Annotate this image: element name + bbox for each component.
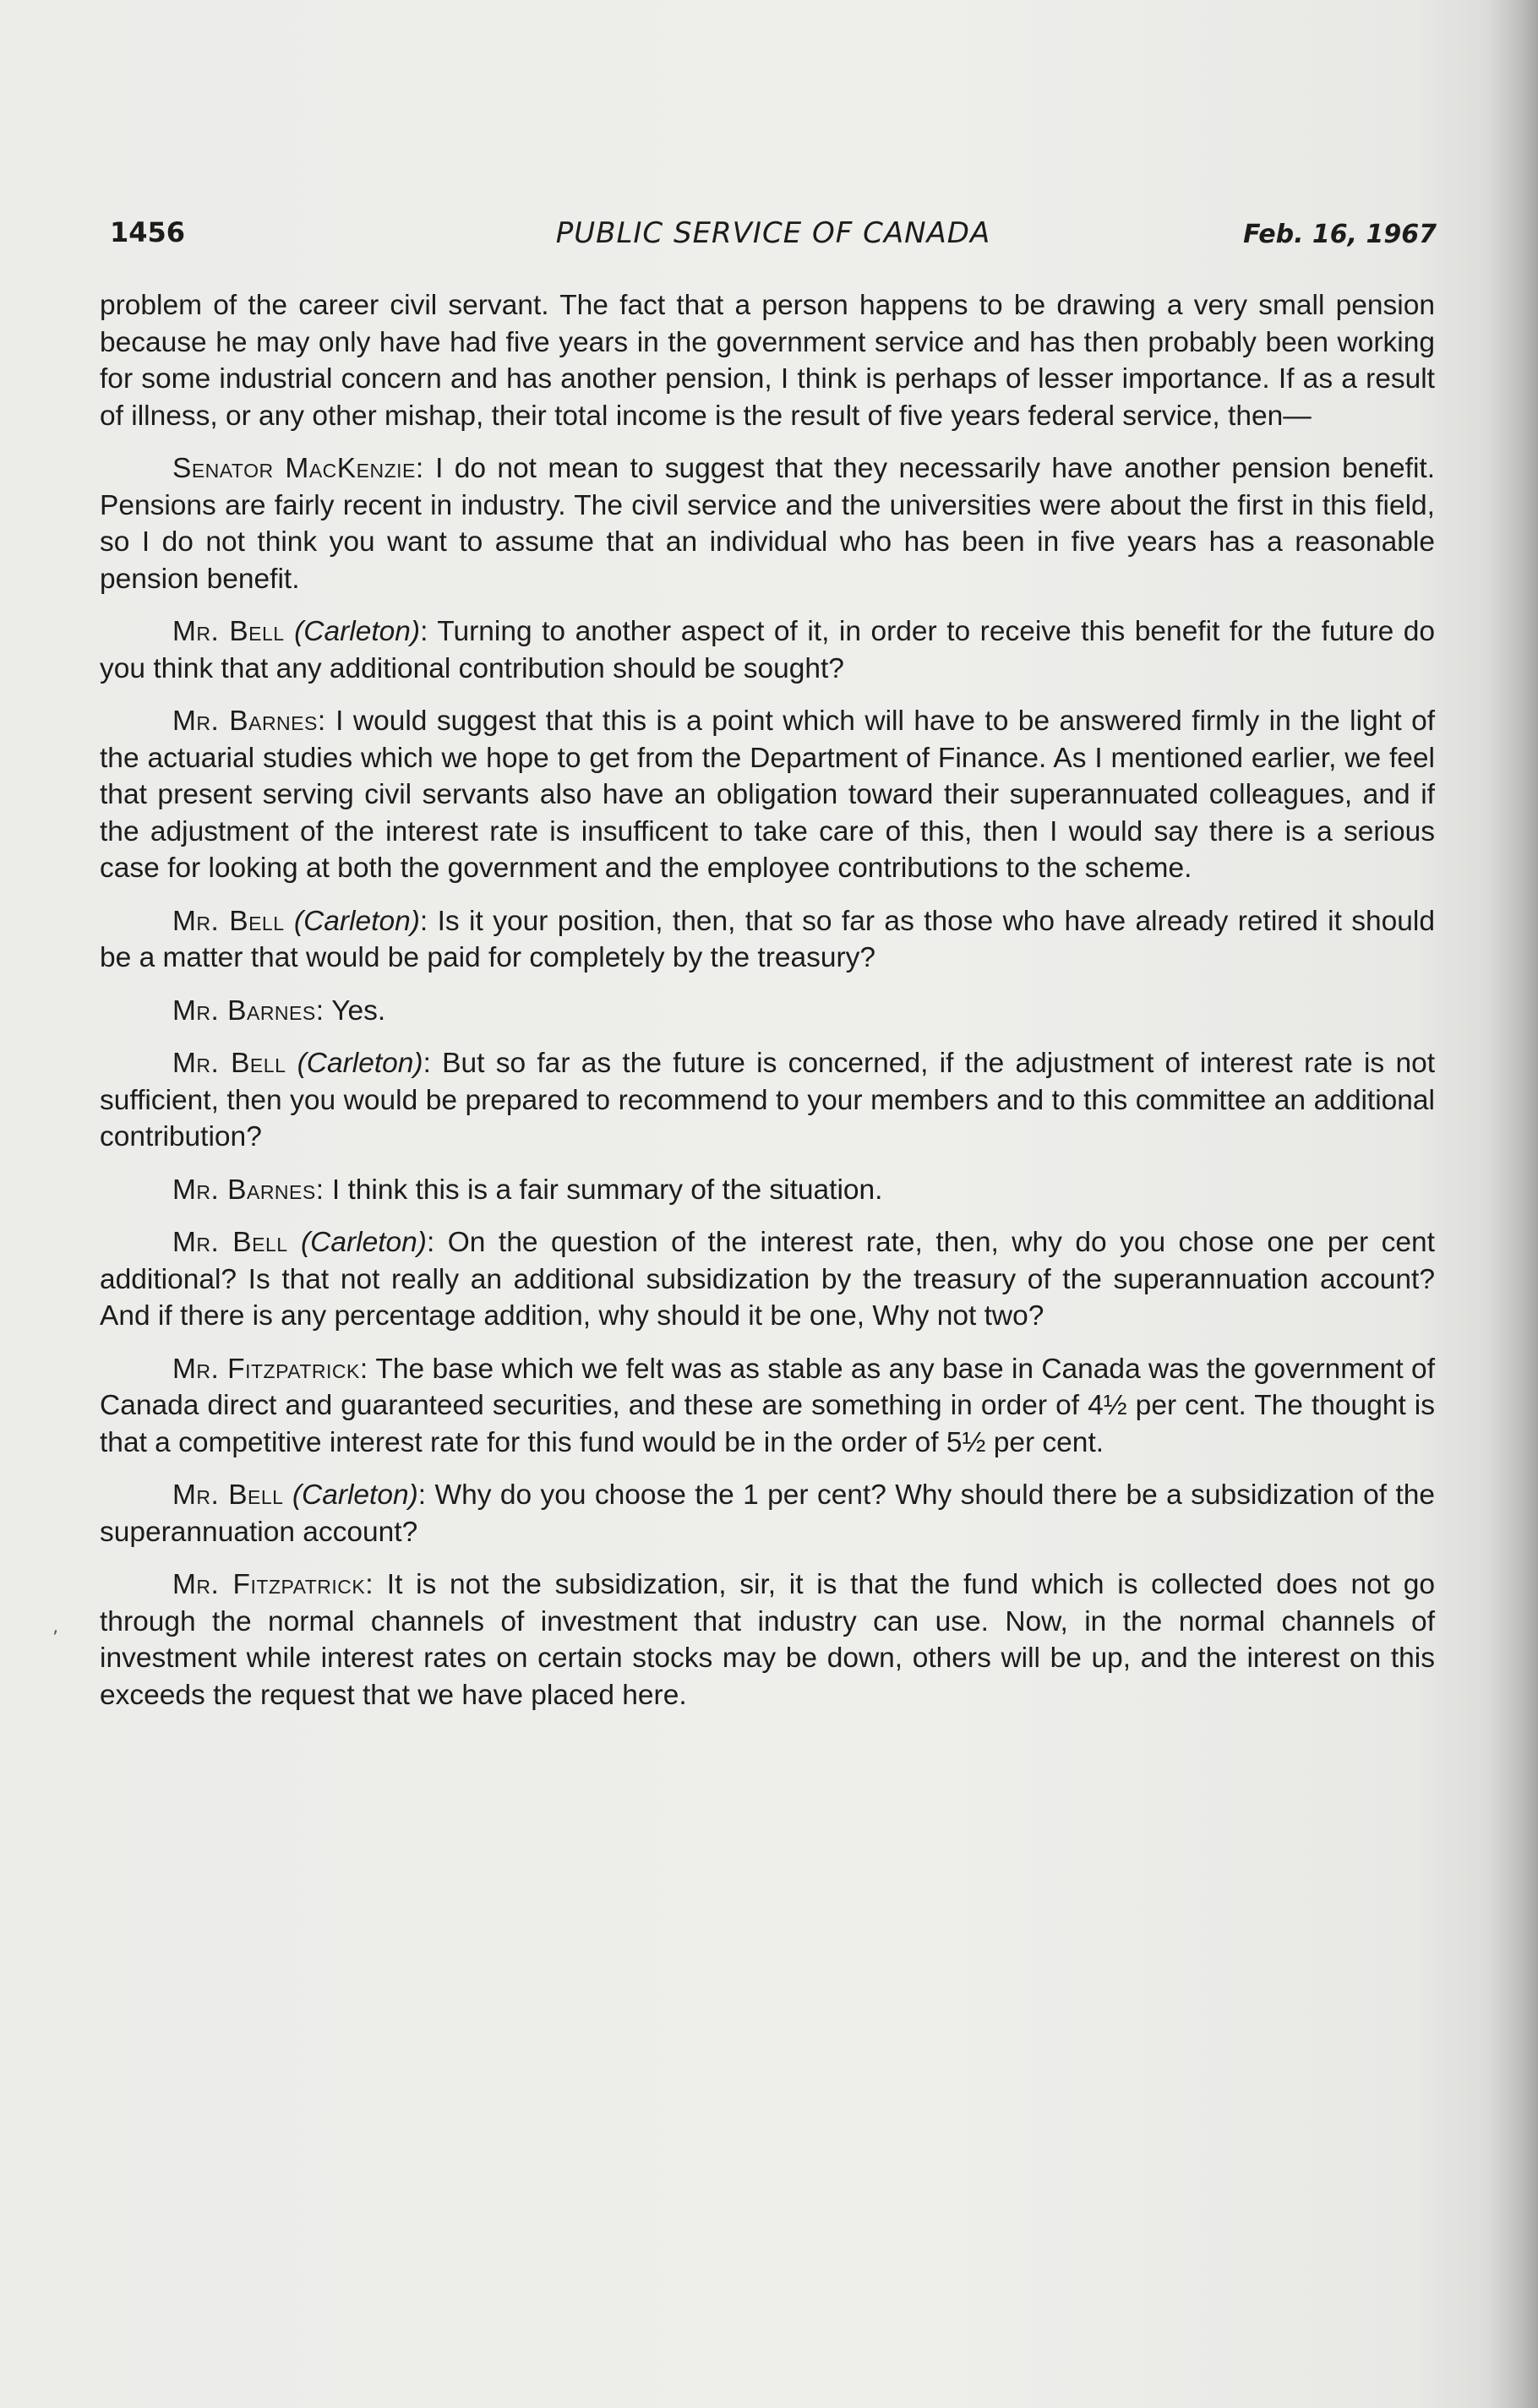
paragraph-mr-barnes: [100, 993, 1435, 1030]
paragraph-mr-bell: [100, 1224, 1435, 1335]
header-date: Feb. 16, 1967: [1243, 220, 1437, 249]
speaker-name: Mr. Fitzpatrick:: [172, 1353, 368, 1385]
paragraph-text: The base which we felt was as stable as any base in Canada was the government of Canada direct and guaranteed securities, and these are something in order of 4½ per cent. The thought is that a competitive interest rate for this fund would be in the order of 5½ per cent.: [100, 1353, 1435, 1458]
speaker-name: Senator MacKenzie:: [172, 453, 424, 484]
page-edge-shadow: [1487, 0, 1538, 2408]
paragraph-text: I think this is a fair summary of the situation.: [331, 1174, 883, 1206]
paragraph-text: It is not the subsidization, sir, it is that the fund which is collected does not go through the normal channels of investment that industry can use. Now, in the normal channels of investment while interest rates on certain stocks may be down, others will be up, and the interest on this exceeds the request that we have placed here.: [100, 1569, 1435, 1711]
paragraph-mr-bell: [100, 1477, 1435, 1550]
paragraph-text: : Is it your position, then, that so far as those who have already retired it should be a matter that would be paid for completely by the treasury?: [100, 905, 1436, 973]
paragraph-text: : But so far as the future is concerned, if the adjustment of interest rate is not sufficient, then you would be prepared to recommend to your members and to this committee an additional contribution?: [100, 1048, 1436, 1152]
speaker-name: Mr. Barnes:: [172, 706, 326, 737]
paragraph-mr-bell: [100, 1045, 1435, 1156]
speaker-name: Mr. Barnes:: [172, 994, 325, 1027]
speaker-name: Mr. Bell: [172, 1479, 284, 1511]
margin-mark: ’: [52, 1628, 58, 1649]
transcript-body: [100, 287, 1435, 1730]
speaker-name: Mr. Fitzpatrick:: [172, 1569, 374, 1600]
speaker-constituency: (Carleton): [301, 1227, 427, 1258]
speaker-name: Mr. Bell: [172, 1227, 288, 1258]
running-title: PUBLIC SERVICE OF CANADA: [555, 216, 991, 250]
paragraph-senator-mackenzie: [100, 450, 1435, 597]
paragraph-mr-barnes: [100, 703, 1435, 887]
speaker-constituency: (Carleton): [293, 905, 420, 937]
speaker-name: Mr. Bell: [172, 616, 285, 647]
paragraph-text: I do not mean to suggest that they necessarily have another pension benefit. Pensions are fairly recent in industry. The civil service and the universities were about the first in this field, so I do not think you want to assume that an individual who has been in five years has a reasonable pension benefit.: [100, 453, 1435, 595]
paragraph-mr-fitzpatrick: [100, 1566, 1435, 1713]
page-header: [110, 216, 1437, 259]
page-number: 1456: [110, 216, 186, 248]
speaker-constituency: (Carleton): [294, 616, 421, 647]
paragraph-continuation: [100, 287, 1435, 434]
paragraph-text: I would suggest that this is a point which will have to be answered firmly in the light of the actuarial studies which we hope to get from the Department of Finance. As I mentioned earlier, we feel that present serving civil servants also have an obligation toward their superannuated colleagues, and if the adjustment of the interest rate is insufficent to take care of this, then I would say there is a serious case for looking at both the government and the employee contributions to the scheme.: [100, 706, 1436, 884]
speaker-constituency: (Carleton): [297, 1048, 423, 1079]
speaker-constituency: (Carleton): [292, 1479, 418, 1511]
paragraph-text: : Turning to another aspect of it, in order to receive this benefit for the future do you think that any additional contribution should be sought?: [100, 616, 1435, 684]
paragraph-mr-bell: [100, 613, 1435, 687]
paragraph-text: : Why do you choose the 1 per cent? Why should there be a subsidization of the superannuation account?: [100, 1479, 1435, 1548]
paragraph-text: : On the question of the interest rate, then, why do you chose one per cent additional? Is that not really an additional subsidization by the treasury of the superannuation account? And if there is any percentage addition, why should it be one, Why not two?: [100, 1227, 1435, 1332]
paragraph-mr-barnes: [100, 1172, 1435, 1209]
speaker-name: Mr. Barnes:: [172, 1174, 325, 1206]
paragraph-text: Yes.: [331, 994, 386, 1027]
paragraph-text: problem of the career civil servant. The fact that a person happens to be drawing a very small pension because he may only have had five years in the government service and has then probably been working for some industrial concern and has another pension, I think is perhaps of lesser importance. If as a result of illness, or any other mishap, their total income is the result of five years federal service, then—: [100, 290, 1435, 432]
speaker-name: Mr. Bell: [172, 1048, 286, 1079]
paragraph-mr-fitzpatrick: [100, 1351, 1435, 1462]
speaker-name: Mr. Bell: [172, 905, 285, 937]
paragraph-mr-bell: [100, 903, 1435, 977]
